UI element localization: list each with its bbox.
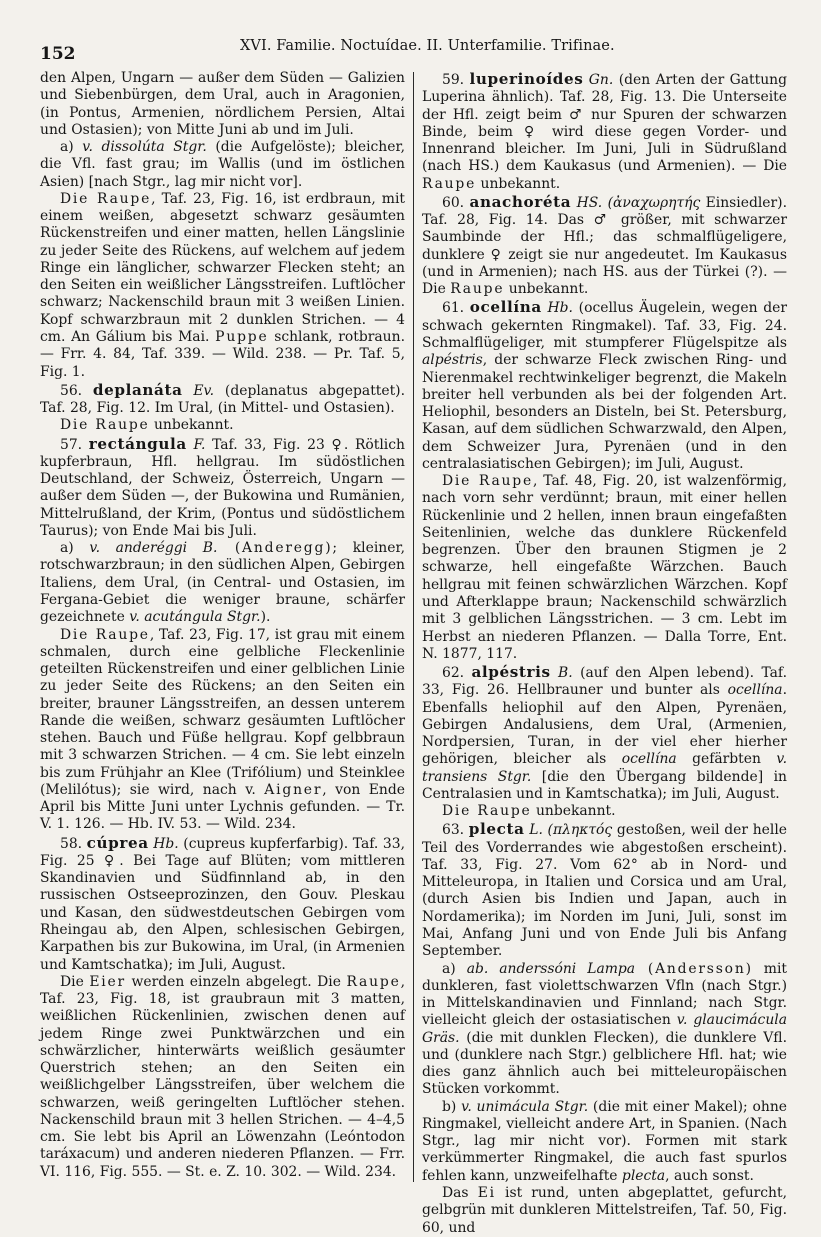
variety-dissoluta: a) v. dissolúta Stgr. (die Aufgelöste); bleicher, die Vfl. fast grau; im Wallis (und im östlichen Asien) [nach Stgr., lag mir nicht vor]. xyxy=(40,139,405,191)
species-name: deplanáta xyxy=(93,381,183,399)
species-name: rectángula xyxy=(89,435,187,453)
page-number: 152 xyxy=(40,44,76,64)
species-61: 61. ocellína Hb. (ocellus Äugelein, wegen der schwach gekernten Ringmakel). Taf. 33, Fig. 24. Schmalflügeliger, mit stumpferer Flügelspitze als alpéstris, der schwarze Fleck zwischen Ring- und Nierenmakel rechtwinkeliger begrenzt, die Makeln breiter hell verbunden als bei der folgenden Art. Heliophil, besonders an Disteln, bei St. Petersburg, Kasan, auf dem südlichen Schwarzwald, den Alpen, dem Schweizer Jura, Pyrenäen (und in den centralasiatischen Gebirgen); im Juli, August. xyxy=(422,298,787,473)
right-column xyxy=(422,70,787,1237)
species-name: plecta xyxy=(469,820,525,838)
larva-description: Die Raupe, Taf. 23, Fig. 16, ist erdbraun, mit einem weißen, abgesetzt schwarz gesäumten Rückenstreifen und einer matten, hellen Längslinie zu jeder Seite des Rückens, auf welchem auf jedem Ringe ein länglicher, schwarzer Flecken steht; an den Seiten ein weißlicher Längsstreifen. Luftlöcher schwarz; Nackenschild braun mit 3 weißen Linien. Kopf schwarzbraun mit 2 dunklen Strichen. — 4 cm. An Gálium bis Mai. Puppe schlank, rotbraun. — Frr. 4. 84, Taf. 339. — Wild. 238. — Pr. Taf. 5, Fig. 1. xyxy=(40,191,405,381)
species-name: anachoréta xyxy=(470,193,572,211)
species-58-eggs-larva: Die Eier werden einzeln abgelegt. Die Raupe, Taf. 23, Fig. 18, ist graubraun mit 3 matten, weißlichen Rückenlinien, zwischen denen auf jedem Ringe zwei Punktwärzchen und ein schwärzlicher, hinterwärts weißlich gesäumter Querstrich stehen; an den Seiten ein weißlichgelber Längsstreifen, über welchem die schwarzen, weiß geringelten Luftlöcher stehen. Nackenschild braun mit 3 hellen Strichen. — 4–4,5 cm. Sie lebt bis April an Löwenzahn (Leóntodon taráxacum) und anderen niederen Pflanzen. — Frr. VI. 116, Fig. 555. — St. e. Z. 10. 302. — Wild. 234. xyxy=(40,974,405,1181)
variety-unimacula: b) v. unimácula Stgr. (die mit einer Makel); ohne Ringmakel, vielleicht andere Art, in Spanien. (Nach Stgr., lag mir nicht vor). Formen mit stark verkümmerter Ringmakel, die auch fast spurlos fehlen kann, unzweifelhafte plecta, auch sonst. xyxy=(422,1099,787,1185)
species-56-larva: Die Raupe unbekannt. xyxy=(40,417,405,434)
species-57: 57. rectángula F. Taf. 33, Fig. 23 ♀. Rötlich kupferbraun, Hfl. hellgrau. Im südöstlichen Deutschland, der Schweiz, Österreich, Ungarn — außer dem Süden —, der Bukowina und Rumänien, Mittelrußland, der Krim, (Pontus und südöstlichem Taurus); von Ende Mai bis Juli. xyxy=(40,435,405,541)
left-column xyxy=(40,70,405,1181)
species-58: 58. cúprea Hb. (cupreus kupferfarbig). Taf. 33, Fig. 25 ♀. Bei Tage auf Blüten; vom mittleren Skandinavien und Südfinnland ab, in den russischen Ostseeprozinzen, den Gouv. Pleskau und Kasan, den südwestdeutschen Gebirgen vom Rheingau ab, den Alpen, schlesischen Gebirgen, Karpathen bis zur Bukowina, im Ural, (in Armenien und Kamtschatka); im Juli, August. xyxy=(40,834,405,974)
species-59: 59. luperinoídes Gn. (den Arten der Gattung Luperina ähnlich). Taf. 28, Fig. 13. Die Unterseite der Hfl. zeigt beim ♂ nur Spuren der schwarzen Binde, beim ♀ wird diese gegen Vorder- und Innenrand bleicher. Im Juni, Juli in Südrußland (nach HS.) dem Kaukasus (und Armenien). — Die Raupe unbekannt. xyxy=(422,70,787,193)
species-56: 56. deplanáta Ev. (deplanatus abgepattet). Taf. 28, Fig. 12. Im Ural, (in Mittel- und Ostasien). xyxy=(40,381,405,418)
species-63: 63. plecta L. (πληκτός gestoßen, weil der helle Teil des Vorderrandes wie abgestoßen erscheint). Taf. 33, Fig. 27. Vom 62° ab in Nord- und Mitteleuropa, in Italien und Corsica und am Ural, (durch Asien bis Indien und Japan, auch in Nordamerika); im Norden im Juni, Juli, sonst im Mai, Anfang Juni und von Ende Juli bis Anfang September. xyxy=(422,820,787,960)
species-57-larva: Die Raupe, Taf. 23, Fig. 17, ist grau mit einem schmalen, durch eine gelbliche Fleckenlinie geteilten Rückenstreifen und einer gelblichen Linie zu jeder Seite des Rückens; an den Seiten ein breiter, brauner Längsstreifen, an dessen unterem Rande die weißen, schwarz gesäumten Luftlöcher stehen. Bauch und Füße hellgrau. Kopf gelbbraun mit 3 schwarzen Strichen. — 4 cm. Sie lebt einzeln bis zum Frühjahr an Klee (Trifólium) und Steinklee (Melilótus); sie wird, nach v. Aigner, von Ende April bis Mitte Juni unter Lychnis gefunden. — Tr. V. 1. 126. — Hb. IV. 53. — Wild. 234. xyxy=(40,627,405,834)
species-60: 60. anachoréta HS. (ἀναχωρητής Einsiedler). Taf. 28, Fig. 14. Das ♂ größer, mit schwarzer Saumbinde der Hfl.; das schmalflügeligere, dunklere ♀ zeigt sie nur angedeutet. Im Kaukasus (und in Armenien); nach HS. aus der Türkei (?). — Die Raupe unbekannt. xyxy=(422,193,787,299)
species-62-larva: Die Raupe unbekannt. xyxy=(422,803,787,820)
species-61-larva: Die Raupe, Taf. 48, Fig. 20, ist walzenförmig, nach vorn sehr verdünnt; braun, mit einer hellen Rückenlinie und 2 hellen, innen braun eingefaßten Seitenlinien, welche das dunklere Rückenfeld begrenzen. Über den braunen Stigmen je 2 schwarze, hell eingefaßte Wärzchen. Bauch hellgrau mit feinen schwärzlichen Wärzchen. Kopf und Afterklappe braun; Nackenschild schwärzlich mit 3 gelblichen Längsstrichen. — 3 cm. Lebt im Herbst an niederen Pflanzen. — Dalla Torre, Ent. N. 1877, 117. xyxy=(422,473,787,663)
paragraph-continuation: den Alpen, Ungarn — außer dem Süden — Galizien und Siebenbürgen, dem Ural, auch in Aragonien, (in Pontus, Armenien, nördlichem Persien, Altai und Ostasien); von Mitte Juni ab und im Juli. xyxy=(40,70,405,139)
variety-andereggi: a) v. anderéggi B. (Anderegg); kleiner, rotschwarzbraun; in den südlichen Alpen, Gebirgen Italiens, dem Ural, (in Central- und Ostasien, im Fergana-Gebiet die weniger braune, schärfer gezeichnete v. acutángula Stgr.). xyxy=(40,540,405,626)
aberration-anderssoni: a) ab. anderssóni Lampa (Andersson) mit dunkleren, fast violettschwarzen Vfln (nach Stgr.) in Mittelskandinavien und Finnland; nach Stgr. vielleicht gleich der ostasiatischen v. glaucimácula Gräs. (die mit dunklen Flecken), die dunklere Vfl. und (dunklere nach Stgr.) gelblichere Hfl. hat; wie dies ganz ähnlich auch bei mitteleuropäischen Stücken vorkommt. xyxy=(422,961,787,1099)
text-columns xyxy=(40,70,791,1190)
column-divider xyxy=(413,72,414,1182)
species-name: luperinoídes xyxy=(470,70,584,88)
species-63-egg: Das Ei ist rund, unten abgeplattet, gefurcht, gelbgrün mit dunkleren Mittelstreifen, Taf. 50, Fig. 60, und xyxy=(422,1185,787,1237)
running-head: XVI. Familie. Noctuídae. II. Unterfamilie. Trifinae. xyxy=(240,38,615,54)
page-header xyxy=(40,36,791,66)
taxon-name: v. dissolúta Stgr. xyxy=(82,139,206,155)
species-name: alpéstris xyxy=(471,663,550,681)
species-name: ocellína xyxy=(470,298,542,316)
species-name: cúprea xyxy=(87,834,149,852)
species-62: 62. alpéstris B. (auf den Alpen lebend). Taf. 33, Fig. 26. Hellbrauner und bunter als ocellína. Ebenfalls heliophil auf den Alpen, Pyrenäen, Gebirgen Andalusiens, dem Ural, (Armenien, Nordpersien, Turan, in der viel eher hierher gehörigen, bleicher als ocellína gefärbten v. transiens Stgr. [die den Übergang bildende] in Centralasien und in Kamtschatka); im Juli, August. xyxy=(422,663,787,803)
